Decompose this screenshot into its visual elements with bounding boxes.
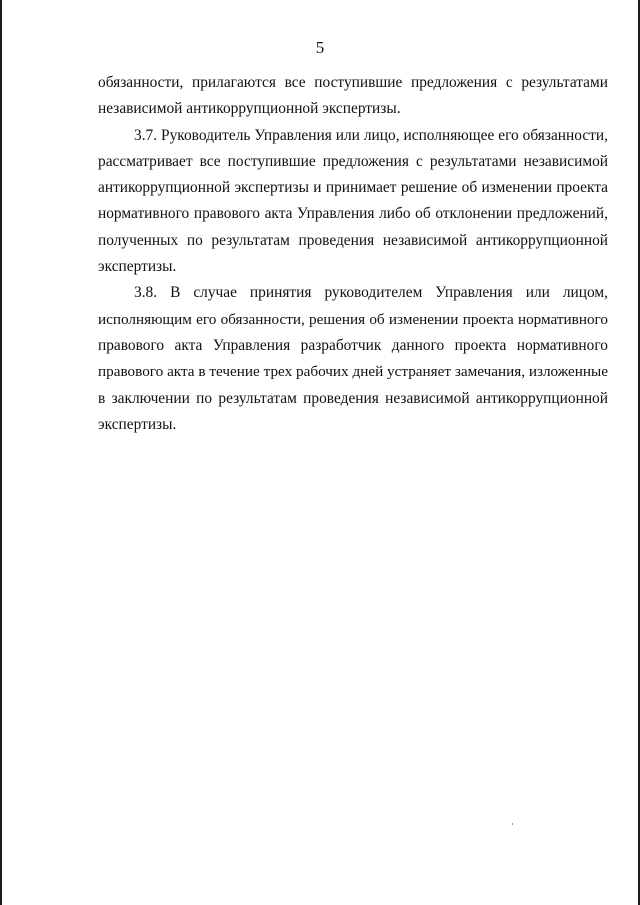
text-line: 3.8. В случае принятия руководителем Управления или лицом, [134,284,608,302]
document-body [98,70,608,438]
text-line: правового акта Управления разработчик данного проекта нормативного [98,336,608,354]
text-line: антикоррупционной экспертизы и принимает решение об изменении проекта [98,179,608,197]
scan-edge-left [0,0,2,905]
text-line: рассматривает все поступившие предложения с результатами независимой [98,152,608,170]
text-line: полученных по результатам проведения независимой антикоррупционной [98,231,608,249]
paragraph-3-8 [98,280,608,438]
page-number: 5 [315,38,325,57]
text-line: исполняющим его обязанности, решения об изменении проекта нормативного [98,310,608,328]
text-line: независимой антикоррупционной экспертизы. [98,100,401,118]
text-line: 3.7. Руководитель Управления или лицо, исполняющее его обязанности, [134,126,608,144]
paragraph-continuation [98,70,608,123]
text-line: экспертизы. [98,415,177,433]
scan-speck [512,823,513,825]
text-line: экспертизы. [98,258,177,276]
paragraph-3-7 [98,123,608,281]
text-line: правового акта в течение трех рабочих дней устраняет замечания, изложенные [98,363,608,381]
text-line: в заключении по результатам проведения независимой антикоррупционной [98,389,608,407]
text-line: обязанности, прилагаются все поступившие предложения с результатами [98,74,608,91]
text-line: нормативного правового акта Управления либо об отклонении предложений, [98,205,608,223]
